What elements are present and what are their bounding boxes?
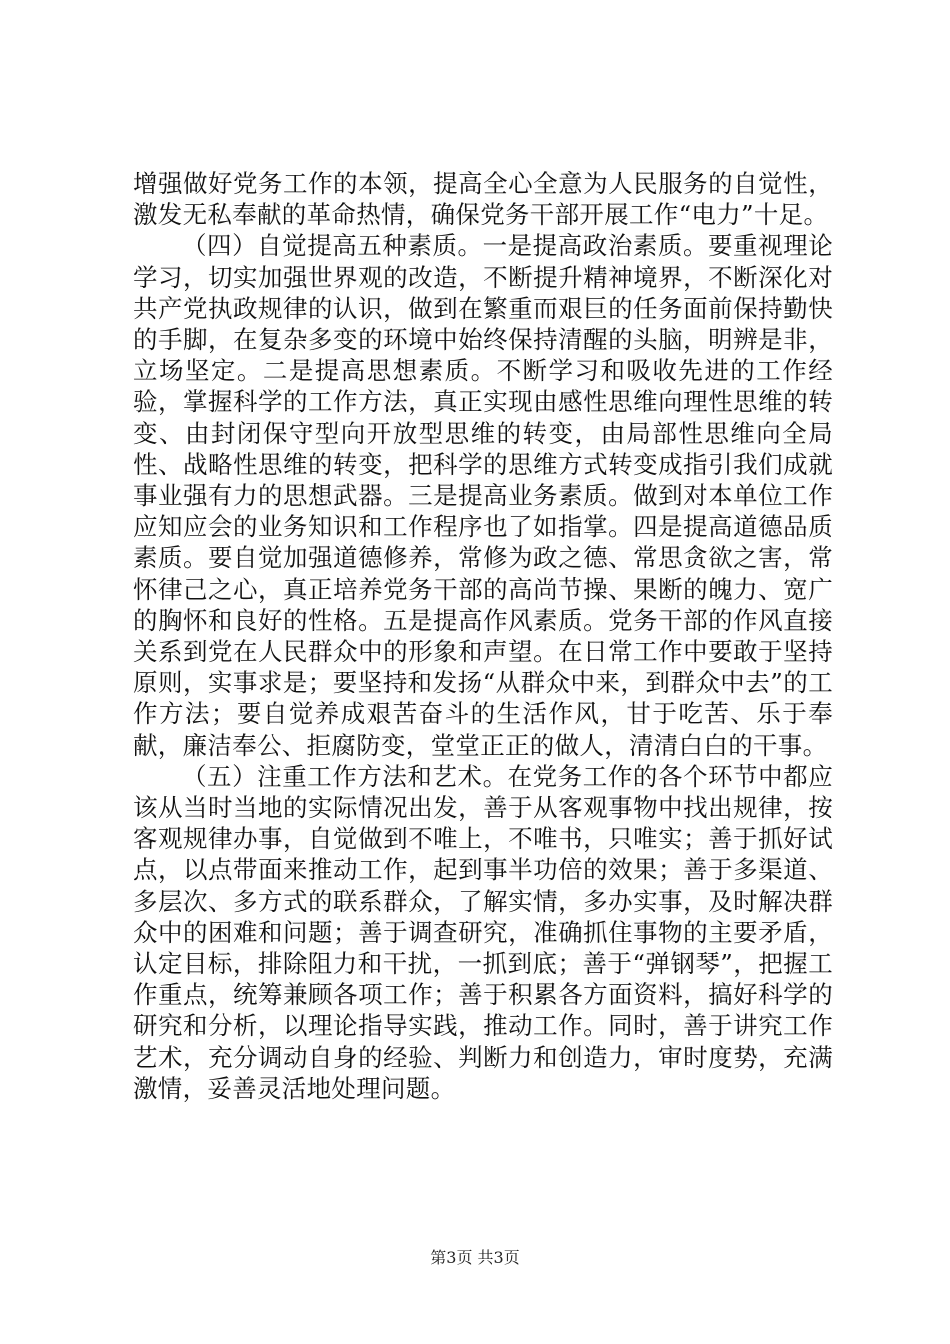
page-footer	[0, 1245, 950, 1268]
paragraph-continuation: 增强做好党务工作的本领，提高全心全意为人民服务的自觉性，激发无私奉献的革命热情，确保党务干部开展工作“电力”十足。	[133, 169, 833, 230]
paragraph-section-five: （五）注重工作方法和艺术。在党务工作的各个环节中都应该从当时当地的实际情况出发，善于从客观事物中找出规律，按客观规律办事，自觉做到不唯上，不唯书，只唯实；善于抓好试点，以点带面来推动工作，起到事半功倍的效果；善于多渠道、多层次、多方式的联系群众，了解实情，多办实事，及时解决群众中的困难和问题；善于调查研究，准确抓住事物的主要矛盾，认定目标，排除阻力和干扰，一抓到底；善于“弹钢琴”，把握工作重点，统筹兼顾各项工作；善于积累各方面资料，搞好科学的研究和分析，以理论指导实践，推动工作。同时，善于讲究工作艺术，充分调动自身的经验、判断力和创造力，审时度势，充满激情，妥善灵活地处理问题。	[133, 761, 833, 1103]
page-number-label: 第3页 共3页	[430, 1248, 520, 1267]
paragraph-section-four: （四）自觉提高五种素质。一是提高政治素质。要重视理论学习，切实加强世界观的改造，不断提升精神境界，不断深化对共产党执政规律的认识，做到在繁重而艰巨的任务面前保持勤快的手脚，在复杂多变的环境中始终保持清醒的头脑，明辨是非，立场坚定。二是提高思想素质。不断学习和吸收先进的工作经验，掌握科学的工作方法，真正实现由感性思维向理性思维的转变、由封闭保守型向开放型思维的转变，由局部性思维向全局性、战略性思维的转变，把科学的思维方式转变成指引我们成就事业强有力的思想武器。三是提高业务素质。做到对本单位工作应知应会的业务知识和工作程序也了如指掌。四是提高道德品质素质。要自觉加强道德修养，常修为政之德、常思贪欲之害，常怀律己之心，真正培养党务干部的高尚节操、果断的魄力、宽广的胸怀和良好的性格。五是提高作风素质。党务干部的作风直接关系到党在人民群众中的形象和声望。在日常工作中要敢于坚持原则，实事求是；要坚持和发扬“从群众中来，到群众中去”的工作方法；要自觉养成艰苦奋斗的生活作风，甘于吃苦、乐于奉献，廉洁奉公、拒腐防变，堂堂正正的做人，清清白白的干事。	[133, 231, 833, 760]
document-body	[133, 168, 833, 1104]
